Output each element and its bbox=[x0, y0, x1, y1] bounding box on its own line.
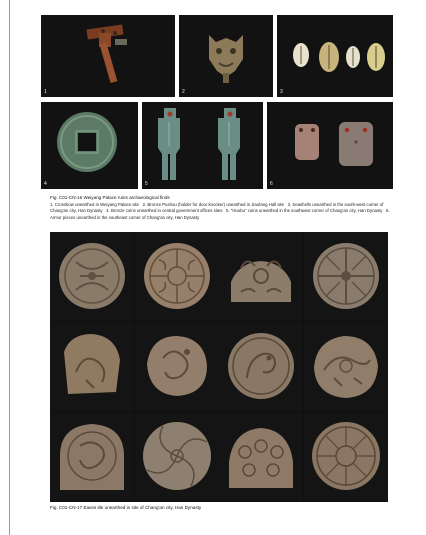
pushou-mask-icon bbox=[179, 15, 273, 97]
photo-coin bbox=[41, 102, 138, 189]
eaves-tile-image bbox=[304, 232, 388, 321]
panel-number-3: 3 bbox=[280, 89, 283, 95]
eaves-tile bbox=[219, 322, 303, 411]
panel-number-1: 1 bbox=[44, 89, 47, 95]
document-page bbox=[9, 0, 426, 535]
eaves-tile-grid bbox=[50, 232, 388, 502]
eaves-tile bbox=[50, 322, 134, 411]
eaves-tile-image bbox=[50, 232, 134, 321]
panel-number-6: 6 bbox=[270, 181, 273, 187]
eaves-tile bbox=[50, 232, 134, 321]
eaves-tile bbox=[304, 412, 388, 501]
seashell-icon bbox=[277, 15, 393, 97]
panel-number-2: 2 bbox=[182, 89, 185, 95]
eaves-tile bbox=[135, 232, 219, 321]
coin-icon bbox=[41, 102, 138, 189]
eaves-tile-image bbox=[135, 232, 219, 321]
caption-item-5: 5. "Huobu" coins unearthed in the southwest corner of Chang'an city, Han Dynasty bbox=[226, 208, 383, 214]
photo-huobu-coins bbox=[142, 102, 263, 189]
photo-armor bbox=[267, 102, 393, 189]
eaves-tile bbox=[50, 412, 134, 501]
crossbow-icon bbox=[41, 15, 175, 97]
photo-crossbow bbox=[41, 15, 175, 97]
panel-number-4: 4 bbox=[44, 181, 47, 187]
eaves-tile-image bbox=[219, 412, 303, 501]
eaves-tile bbox=[219, 232, 303, 321]
panel-number-5: 5 bbox=[145, 181, 148, 187]
caption-item-1: 1. Crossbow unearthed in Weiyang Palace site bbox=[50, 201, 140, 207]
eaves-tile-image bbox=[219, 232, 303, 321]
eaves-tile-image bbox=[50, 412, 134, 501]
eaves-tile bbox=[304, 232, 388, 321]
eaves-tile-image bbox=[219, 322, 303, 411]
caption-item-4: 4. Bronze coins unearthed in central government offices sites bbox=[106, 208, 223, 214]
eaves-tile bbox=[135, 322, 219, 411]
armor-plate-icon bbox=[267, 102, 393, 189]
eaves-tile-image bbox=[304, 412, 388, 501]
photo-seashells bbox=[277, 15, 393, 97]
caption-item-2: 2. Bronze Pushou (holder for door knocker) unearthed in Jiaofang Hall site bbox=[142, 201, 285, 207]
spade-coin-icon bbox=[142, 102, 263, 189]
eaves-tile bbox=[304, 322, 388, 411]
eaves-tile-image bbox=[135, 322, 219, 411]
figure-17-caption bbox=[50, 505, 390, 512]
eaves-tile-image bbox=[50, 322, 134, 411]
figure-16-caption bbox=[50, 195, 390, 221]
eaves-tile-image bbox=[304, 322, 388, 411]
eaves-tile-image bbox=[135, 412, 219, 501]
eaves-tile bbox=[135, 412, 219, 501]
figure-17-title: Fig. C01-CN-17 Eaves tile unearthed in site of Chang'an city, Han Dynasty bbox=[50, 505, 202, 510]
caption-item-6: 6. Armor pieces unearthed in the southeast corner of Chang'an city, Han Dynasty bbox=[50, 208, 390, 220]
caption-item-3: 3. Seashells unearthed in the south-west corner of Chang'an city, Han Dynasty bbox=[50, 201, 384, 214]
figure-16-title: Fig. C01-CN-16 Weiyang Palace ruins archaeological finds bbox=[50, 195, 170, 200]
photo-pushou bbox=[179, 15, 273, 97]
eaves-tile bbox=[219, 412, 303, 501]
